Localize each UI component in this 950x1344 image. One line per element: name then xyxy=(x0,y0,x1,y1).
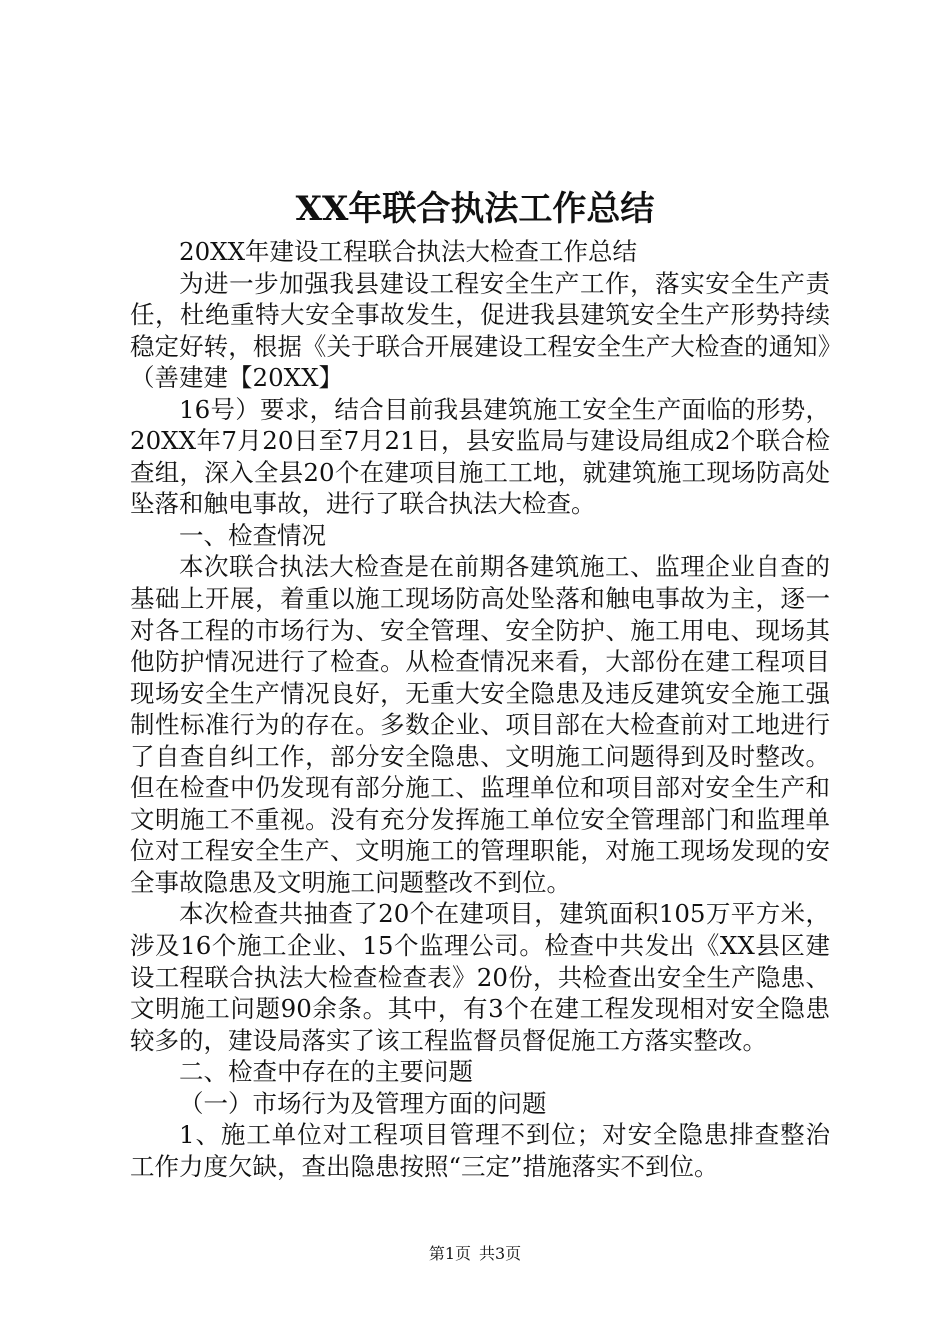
paragraph-intro: 为进一步加强我县建设工程安全生产工作，落实安全生产责任，杜绝重特大安全事故发生，促进我县建筑安全生产形势持续稳定好转，根据《关于联合开展建设工程安全生产大检查的通知》（善建建【20XX】 xyxy=(130,268,830,393)
paragraph-requirement: 16号）要求，结合目前我县建筑施工安全生产面临的形势，20XX年7月20日至7月21日，县安监局与建设局组成2个联合检查组，深入全县20个在建项目施工工地，就建筑施工现场防高处坠落和触电事故，进行了联合执法大检查。 xyxy=(130,394,830,519)
document-body xyxy=(130,236,830,1182)
paragraph-item-1: 1、施工单位对工程项目管理不到位；对安全隐患排查整治工作力度欠缺，查出隐患按照“三定”措施落实不到位。 xyxy=(130,1120,830,1181)
section-heading-problems: 二、检查中存在的主要问题 xyxy=(179,1057,473,1087)
paragraph-inspection-overview: 本次联合执法大检查是在前期各建筑施工、监理企业自查的基础上开展，着重以施工现场防高处坠落和触电事故为主，逐一对各工程的市场行为、安全管理、安全防护、施工用电、现场其他防护情况进行了检查。从检查情况来看，大部份在建工程项目现场安全生产情况良好，无重大安全隐患及违反建筑安全施工强制性标准行为的存在。多数企业、项目部在大检查前对工地进行了自查自纠工作，部分安全隐患、文明施工问题得到及时整改。但在检查中仍发现有部分施工、监理单位和项目部对安全生产和文明施工不重视。没有充分发挥施工单位安全管理部门和监理单位对工程安全生产、文明施工的管理职能，对施工现场发现的安全事故隐患及文明施工问题整改不到位。 xyxy=(130,552,830,897)
page-total: 共3页 xyxy=(479,1244,522,1263)
subsection-heading-market: （一）市场行为及管理方面的问题 xyxy=(179,1088,547,1118)
section-heading-inspection: 一、检查情况 xyxy=(179,520,326,550)
page-number: 第1页 xyxy=(428,1244,471,1263)
document-title: XX年联合执法工作总结 xyxy=(295,189,655,229)
paragraph-inspection-stats: 本次检查共抽查了20个在建项目，建筑面积105万平方米，涉及16个施工企业、15个监理公司。检查中共发出《XX县区建设工程联合执法大检查检查表》20份，共检查出安全生产隐患、文明施工问题90余条。其中，有3个在建工程发现相对安全隐患较多的，建设局落实了该工程监督员督促施工方落实整改。 xyxy=(130,899,830,1055)
page-footer xyxy=(0,1243,950,1265)
document-subtitle: 20XX年建设工程联合执法大检查工作总结 xyxy=(179,237,638,266)
